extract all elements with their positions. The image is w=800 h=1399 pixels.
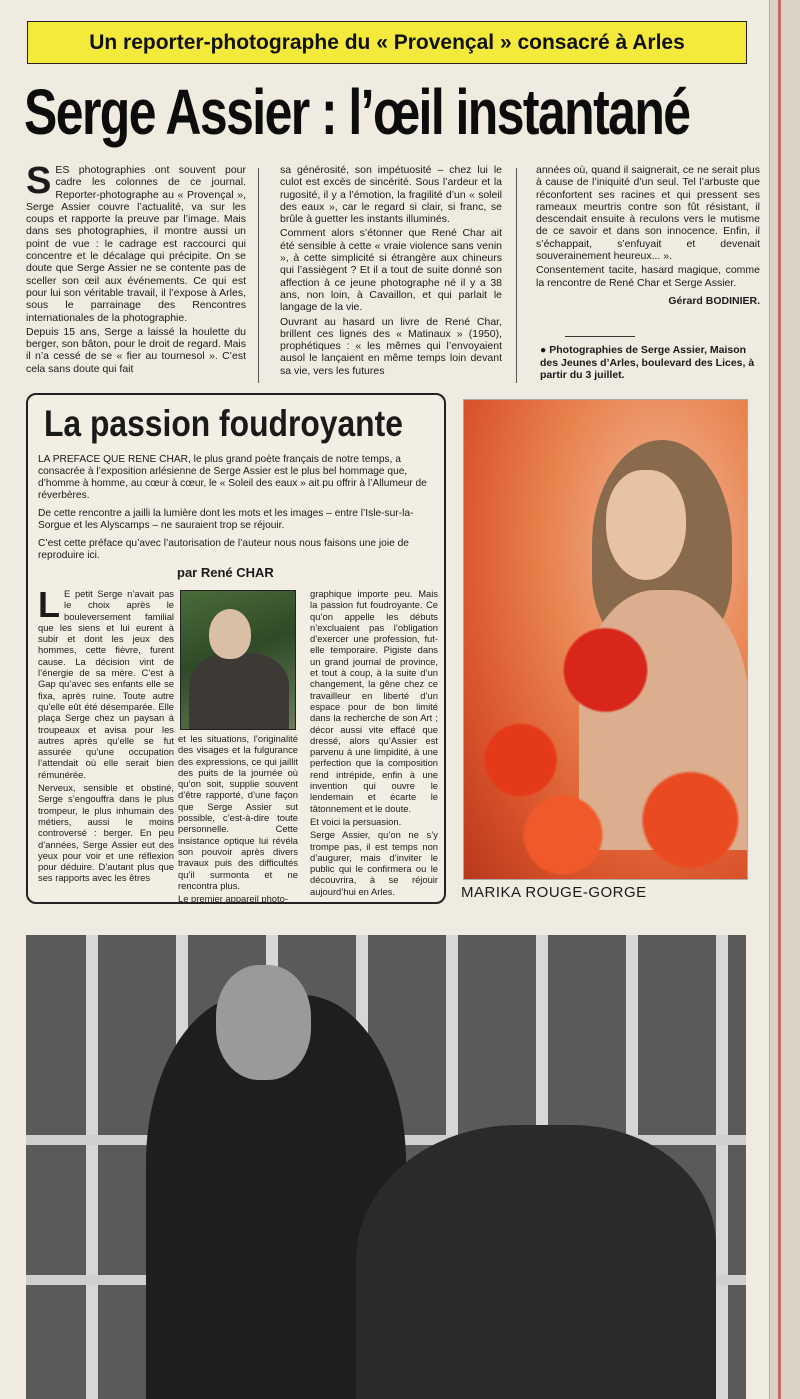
paragraph: Serge Assier, qu’on ne s’y trompe pas, il est temps non d’augurer, mais d’inviter le public qui le confirmera ou le découvrira, à se réjouir aujourd’hui en Arles. [310, 829, 438, 897]
paragraph: Ouvrant au hasard un livre de René Char, brillent ces lignes des « Matinaux » (1950), prophétiques : « les mêmes qui l’envoyaient ausol le lançaient en même temps loin devant sa vie, vers les futures [280, 315, 502, 377]
exhibition-note: ● Photographies de Serge Assier, Maison des Jeunes d’Arles, boulevard des Lices, à partir du 3 juillet. [540, 344, 755, 381]
article-column-3 [536, 164, 760, 309]
column-rule [258, 168, 259, 383]
article-column-1 [26, 160, 246, 377]
paragraph: Nerveux, sensible et obstiné, Serge s’engouffra dans le plus trompeur, le plus inhumain des métiers, aussi le moins controversé : berger. En peu d’années, Serge Assier eut des yeux pour voir et une réflexion pour déduire. D’autant plus que ses rapports avec les êtres [38, 782, 174, 884]
headline: Serge Assier : l’œil instantané [24, 76, 690, 148]
paragraph: années où, quand il saignerait, ce ne serait plus à cause de l’iniquité d’un seul. Tel l’arbuste que réconfortent ses racines et qui pressent ses rameaux meurtris contre son fût résistant, il descendait ensuite à reculons vers le mutisme de ce savoir et dans son innocence. Enfin, il s’échappait, s’enfuyait et devenait souverainement heureux... ». [536, 164, 760, 263]
box-column-3 [310, 588, 438, 899]
adjacent-page-edge [769, 0, 800, 1399]
dropcap: L [38, 584, 60, 625]
paragraph: ES photographies ont souvent pour cadre les colonnes de ce journal. Reporter-photographe au « Provençal », Serge Assier couvre l’actualité, va sur les coups et rapporte la preuve par l’image. Mais dans ses photographies, il montre aussi un point de vue : le cadrage est raccourci qui concentre et le décalage qui précipite. On se doute que Serge Assier ne se contente pas de sceller son œil aux événements. Ce qui est pour lui son véritable travail, il l’expose à Arles, sous le parrainage des Rencontres internationales de la photographie. [26, 164, 246, 324]
photo-caption: MARIKA ROUGE-GORGE [461, 884, 647, 901]
paragraph: graphique importe peu. Mais la passion fut foudroyante. Ce qu’on appelle les débuts n’excluaient pas l’obligation d’exercer une profession, fut-elle temporaire. Pigiste dans un grand journal de province, et tout à coup, à la suite d’un changement, la gêne chez ce travailleur en liberté d’un espace pour de bon limité dans la recherche de son Art ; décor aussi vite effacé que dressé, alors qu’Assier est parvenu à une limpidité, à une perfection que la composition rend intrépide, enfin à une invention qui ouvre le lendemain et écarte le tâtonnement et le doute. [310, 588, 438, 814]
photo-girl-in-poppies [463, 399, 748, 880]
box-intro [38, 454, 436, 568]
author-signature: Gérard BODINIER. [668, 294, 760, 307]
separator [565, 336, 635, 337]
article-column-2 [280, 164, 502, 379]
paragraph: Comment alors s’étonner que René Char ait été sensible à cette « vraie violence sans venin », à cette simplicité si étrangère aux chineurs qui l’assiègent ? Et il a tout de suite donné son affection à ce jeune photographe né il y a 38 ans, non loin, à Cavaillon, et qui parlait le langage de la vie. [280, 227, 502, 314]
byline: par René CHAR [177, 565, 274, 580]
box-column-1 [38, 584, 174, 886]
paragraph: LA PREFACE QUE RENE CHAR, le plus grand poète français de notre temps, a consacrée à l’exposition arlésienne de Serge Assier est le plus bel hommage que, d’homme à homme, au cœur à cœur, le « Soleil des eaux » ait pu offrir à l’Allumeur de réverbères. [38, 454, 427, 501]
paragraph: Depuis 15 ans, Serge a laissé la houlette du berger, son bâton, pour le droit de regard. Mais il n’a cessé de se « fier au tournesol ». C’est cela sans doute qui fait [26, 325, 246, 375]
paragraph: E petit Serge n’avait pas le choix après le bouleversement familial que les siens et lui eurent à subir et dont les jeux des hommes, cette fièvre, furent cause. La décision vint de l’énergie de sa mère. C’est à Gap qu’avec ses enfants elle se fixa, après ruine. Toute autre qu’elle eût été désemparée. Elle plaça Serge chez un paysan à troupeaux et avisa pour les autres après qu’elle se fut assurée qu’une occupation l’attendait où elle serait bien rémunérée. [38, 588, 174, 780]
paragraph: Le premier appareil photo- [178, 893, 288, 905]
paragraph: Et voici la persuasion. [310, 815, 402, 827]
portrait-photo-rene-char [180, 590, 296, 730]
box-column-2 [178, 733, 298, 906]
paragraph: Consentement tacite, hasard magique, comme la rencontre de René Char et Serge Assier. [536, 264, 760, 289]
kicker-banner: Un reporter-photographe du « Provençal » consacré à Arles [27, 21, 747, 64]
paragraph: sa générosité, son impétuosité – chez lui le culot est excès de sincérité. Sous l’ardeur et la rugosité, il y a l’émotion, la fragilité d’un « soleil des eaux », car le regard si clair, si franc, se brûle à guetter les instants illuminés. [280, 164, 502, 226]
photo-man-and-boy [26, 935, 746, 1399]
paragraph: De cette rencontre a jailli la lumière dont les mots et les images – entre l’Isle-sur-la-Sorgue et les Alyscamps – ne sauraient trop se réjouir. [38, 508, 414, 531]
paragraph: et les situations, l’originalité des visages et la fulgurance des expressions, ce qui jaillit des puits de la journée où qu’on soit, supplie souvent d’être rapporté, d’une façon que Serge Assier sut possible, c’est-à-dire toute personnelle. Cette insistance optique lui révéla son pouvoir après divers travaux puis des difficultés qu’il surmonta et ne rencontra plus. [178, 733, 298, 891]
paragraph: C’est cette préface qu’avec l’autorisation de l’auteur nous nous faisons une joie de reproduire ici. [38, 538, 409, 561]
box-title: La passion foudroyante [44, 403, 403, 444]
dropcap: S [26, 160, 52, 202]
column-rule [516, 168, 517, 383]
